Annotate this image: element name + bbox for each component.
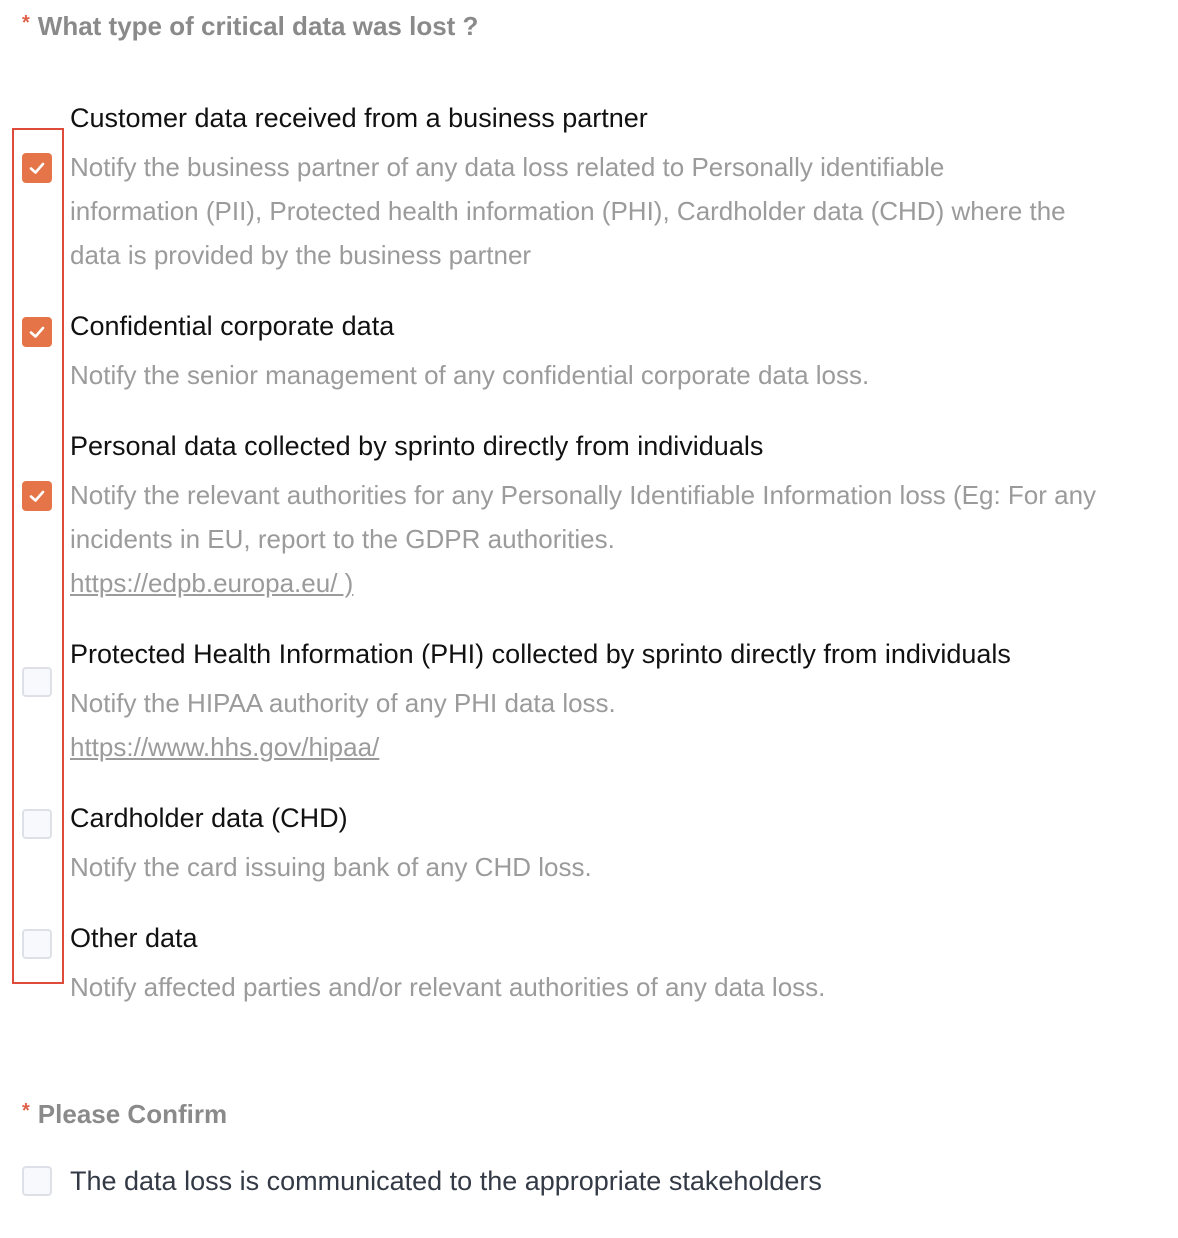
option-title: Other data <box>70 923 198 953</box>
hipaa-link[interactable]: https://www.hhs.gov/hipaa/ <box>70 732 380 762</box>
option-description-text: Notify the card issuing bank of any CHD loss. <box>70 852 592 882</box>
question-label-please-confirm <box>22 1101 227 1127</box>
option-description-text: Notify the HIPAA authority of any PHI data loss. <box>70 688 616 718</box>
option-title: Personal data collected by sprinto directly from individuals <box>70 431 764 461</box>
option-description <box>70 681 1150 769</box>
gdpr-link[interactable]: https://edpb.europa.eu/ ) <box>70 568 354 598</box>
confirm-label: The data loss is communicated to the appropriate stakeholders <box>70 1166 822 1196</box>
option-description-text: Notify the senior management of any confidential corporate data loss. <box>70 360 870 390</box>
question-label-data-type <box>22 13 478 39</box>
option-description <box>70 353 1150 397</box>
option-description <box>70 145 1080 277</box>
option-title: Protected Health Information (PHI) collected by sprinto directly from individuals <box>70 639 1011 669</box>
option-description <box>70 845 1150 889</box>
option-description <box>70 965 1150 1009</box>
option-description-text: Notify the relevant authorities for any Personally Identifiable Information loss (Eg: For any incidents in EU, report to the GDPR authorities. <box>70 480 1097 554</box>
required-asterisk: * <box>22 12 30 34</box>
question-text: Please Confirm <box>37 1099 228 1129</box>
checkbox-highlight-box <box>12 128 64 984</box>
option-description-text: Notify the business partner of any data loss related to Personally identifiable information (PII), Protected health information (PHI), Cardholder data (CHD) where the data is provided by the business partner <box>70 152 1066 270</box>
option-title: Confidential corporate data <box>70 311 395 341</box>
option-description-text: Notify affected parties and/or relevant authorities of any data loss. <box>70 972 826 1002</box>
option-title: Cardholder data (CHD) <box>70 803 348 833</box>
checkbox-confirm-communicated[interactable] <box>22 1166 52 1196</box>
question-text: What type of critical data was lost ? <box>37 11 479 41</box>
option-description <box>70 473 1140 605</box>
required-asterisk: * <box>22 1100 30 1122</box>
option-title: Customer data received from a business partner <box>70 103 648 133</box>
